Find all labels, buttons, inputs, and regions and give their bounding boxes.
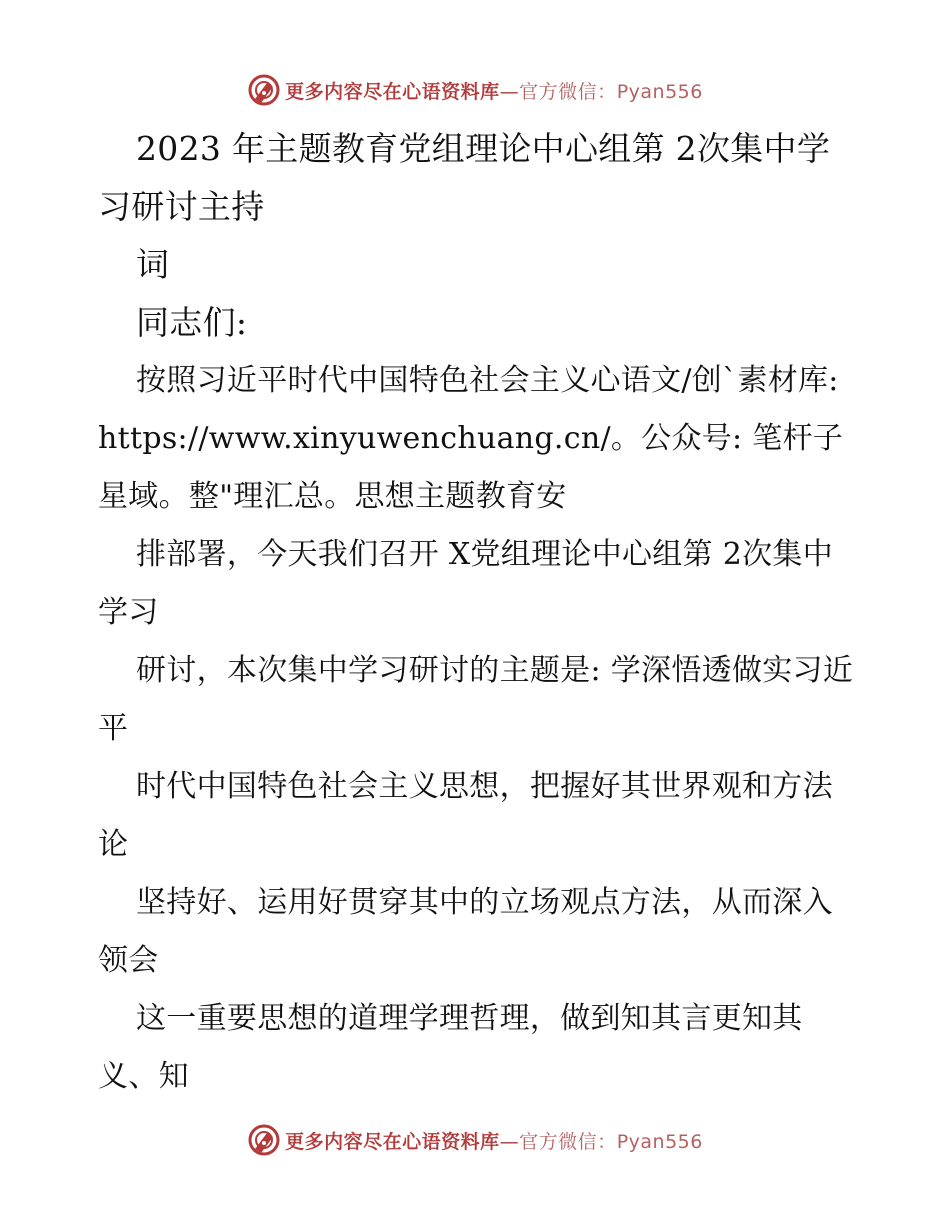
paragraph-greeting: 同志们: xyxy=(136,303,248,342)
pen-nib-logo-icon xyxy=(247,1123,281,1157)
paragraph-body: 研讨，本次集中学习研讨的主题是: 学深悟透做实习近平 xyxy=(98,653,854,746)
paragraph-title: 2023 年主题教育党组理论中心组第 2次集中学习研讨主持 xyxy=(98,129,831,226)
paragraph-body: 排部署，今天我们召开 X党组理论中心组第 2次集中学习 xyxy=(98,537,834,630)
banner-contact-id: Pyan556 xyxy=(616,80,703,103)
header-banner xyxy=(0,70,950,110)
paragraph-body: 坚持好、运用好贯穿其中的立场观点方法，从而深入领会 xyxy=(98,885,833,978)
paragraph-body: 按照习近平时代中国特色社会主义心语文/创`素材库: https://www.xinyuwenchuang.cn/。公众号: 笔杆子星域。整"理汇总。思想主题教育安 xyxy=(98,363,849,514)
banner-separator: — xyxy=(499,1130,520,1153)
banner-contact-id: Pyan556 xyxy=(616,1130,703,1153)
document-body xyxy=(98,120,858,1106)
paragraph-body: 这一重要思想的道理学理哲理，做到知其言更知其义、知 xyxy=(98,1001,803,1094)
banner-text xyxy=(285,77,703,104)
paragraph-title-cont: 词 xyxy=(136,245,170,284)
banner-text xyxy=(285,1127,703,1154)
banner-contact-label: 官方微信： xyxy=(519,1130,617,1153)
paragraph-body: 时代中国特色社会主义思想，把握好其世界观和方法论 xyxy=(98,769,833,862)
banner-brand: 更多内容尽在心语资料库 xyxy=(285,1130,500,1153)
banner-separator: — xyxy=(499,80,520,103)
banner-brand: 更多内容尽在心语资料库 xyxy=(285,80,500,103)
footer-banner xyxy=(0,1120,950,1160)
banner-contact-label: 官方微信： xyxy=(519,80,617,103)
pen-nib-logo-icon xyxy=(247,73,281,107)
